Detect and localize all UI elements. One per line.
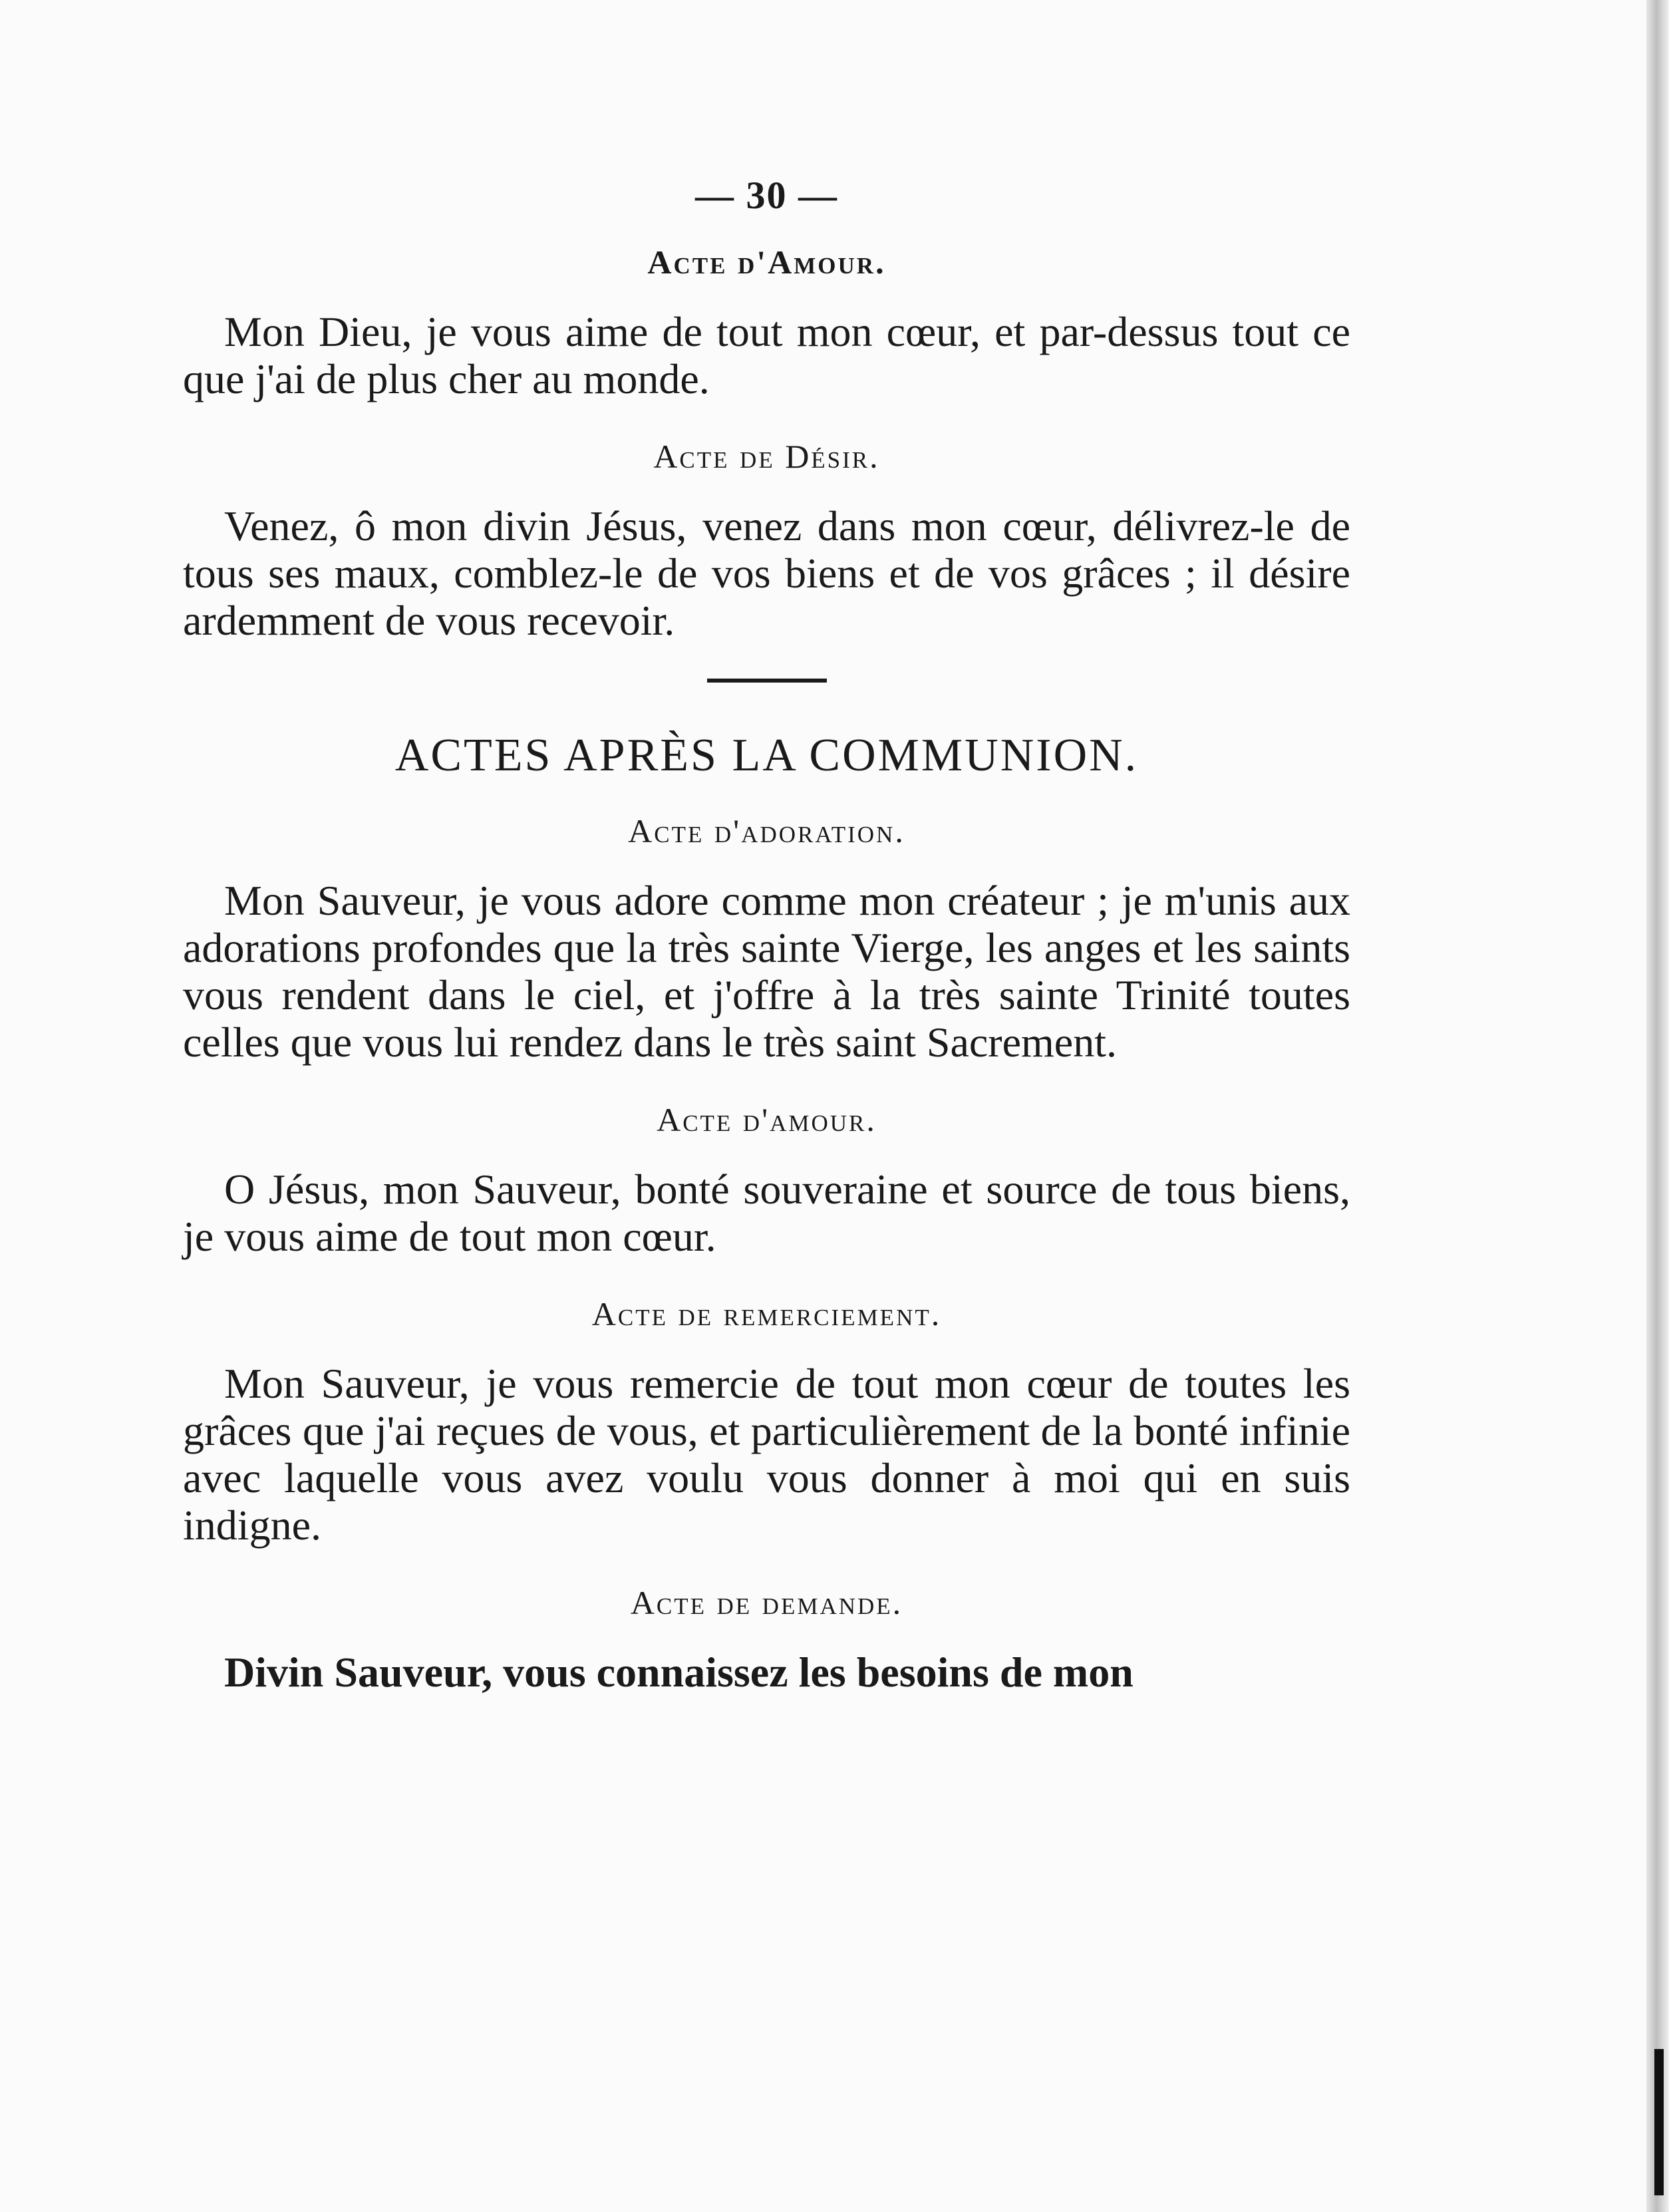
section-title: ACTES APRÈS LA COMMUNION. [394,730,1139,781]
paragraph-acte-d-amour-2: O Jésus, mon Sauveur, bonté souveraine et source de tous biens, je vous aime de tout mon cœur. [183,1166,1350,1260]
page-number: — 30 — [695,174,838,217]
paragraph-acte-d-amour: Mon Dieu, je vous aime de tout mon cœur, et par-dessus tout ce que j'ai de plus cher au monde. [183,308,1350,402]
heading-acte-d-amour: Acte d'Amour. [647,243,886,281]
page-content [183,173,1350,1730]
paragraph-acte-de-demande: Divin Sauveur, vous connaissez les besoins de mon [224,1649,1134,1696]
paragraph-acte-de-remerciement: Mon Sauveur, je vous remercie de tout mon cœur de toutes les grâces que j'ai reçues de vous, et particulièrement de la bonté infinie avec laquelle vous avez voulu vous donner à moi qui en suis indigne. [183,1360,1350,1549]
binding-mark [1654,2049,1664,2195]
heading-acte-de-desir: Acte de Désir. [653,438,880,475]
heading-acte-de-remerciement: Acte de remerciement. [591,1295,942,1333]
heading-acte-de-demande: Acte de demande. [630,1584,903,1621]
paragraph-acte-d-adoration: Mon Sauveur, je vous adore comme mon créateur ; je m'unis aux adorations profondes que la très sainte Vierge, les anges et les saints vous rendent dans le ciel, et j'offre à la très sainte Trinité toutes celles que vous lui rendez dans le très saint Sacrement. [183,877,1350,1066]
heading-acte-d-amour-2: Acte d'amour. [657,1101,877,1138]
paragraph-acte-de-desir: Venez, ô mon divin Jésus, venez dans mon cœur, délivrez-le de tous ses maux, comblez-le de vos biens et de vos grâces ; il désire ardemment de vous recevoir. [183,502,1350,644]
page-binding-edge [1646,0,1669,2212]
heading-acte-d-adoration: Acte d'adoration. [628,812,905,850]
section-divider [707,679,827,683]
